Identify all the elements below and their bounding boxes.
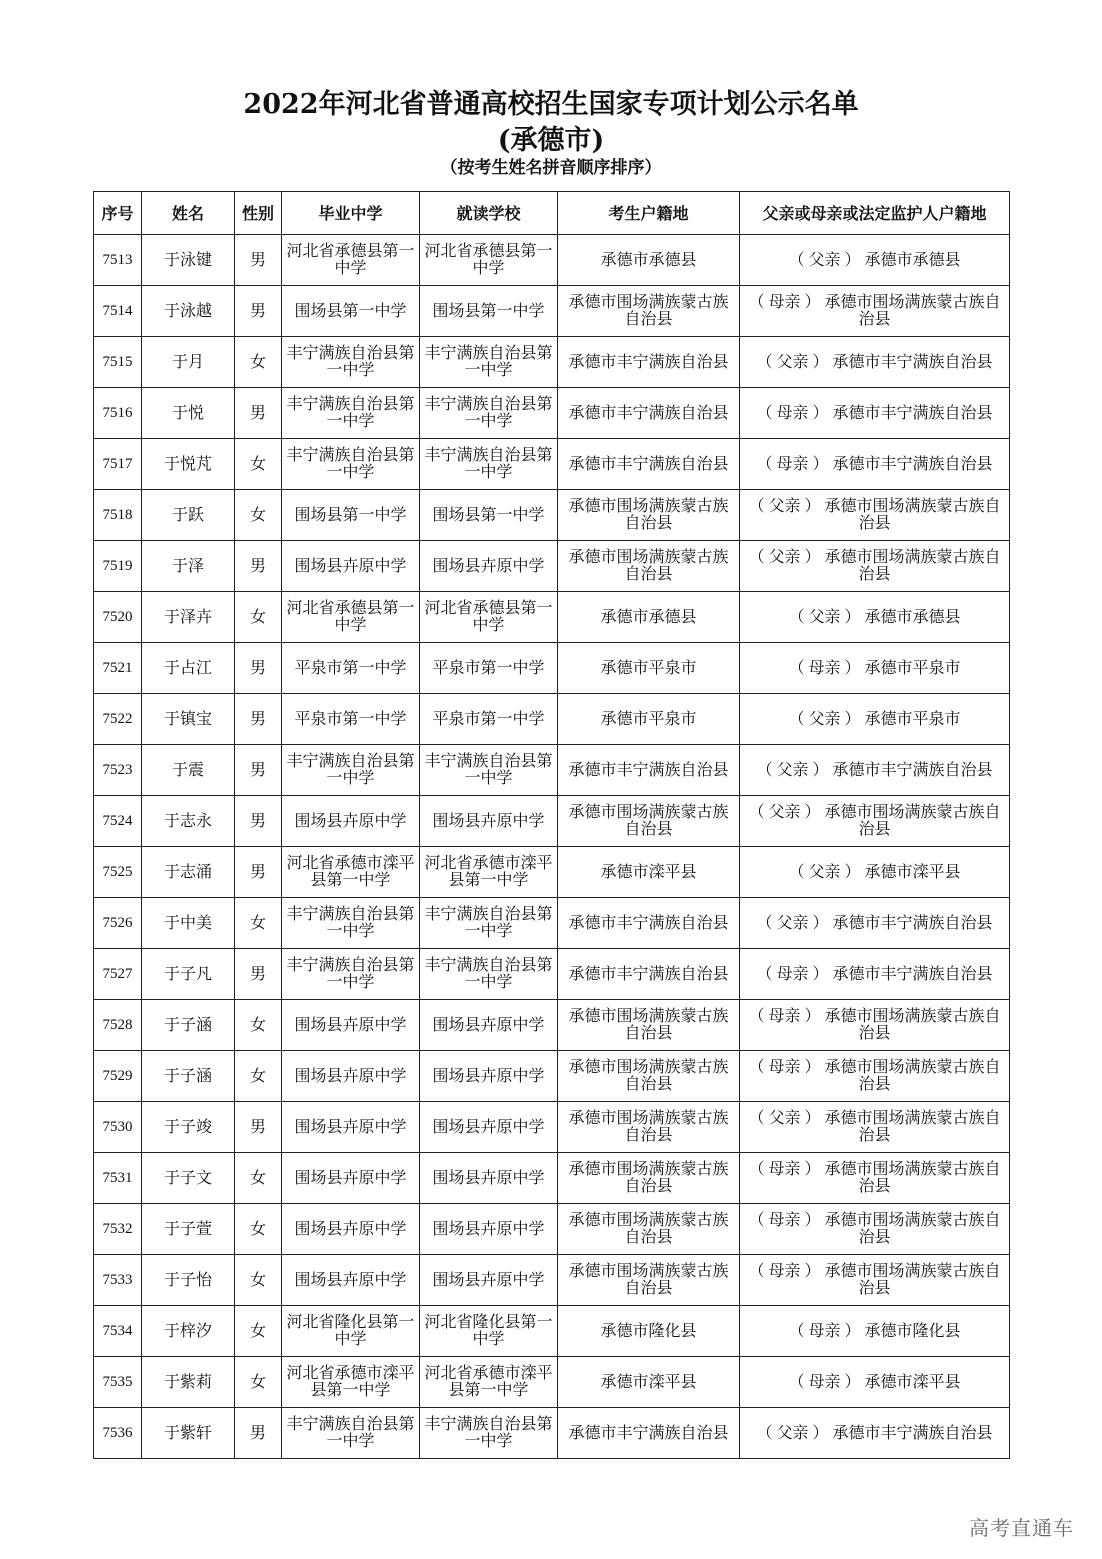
- cell-graduation-school: 平泉市第一中学: [282, 694, 420, 745]
- cell-gender: 女: [235, 439, 282, 490]
- cell-student-hukou: 承德市围场满族蒙古族自治县: [558, 1102, 740, 1153]
- cell-gender: 女: [235, 1000, 282, 1051]
- cell-current-school: 丰宁满族自治县第一中学: [420, 898, 558, 949]
- cell-student-hukou: 承德市围场满族蒙古族自治县: [558, 1000, 740, 1051]
- cell-name: 于占江: [142, 643, 235, 694]
- table-row: [94, 1051, 1010, 1102]
- cell-gender: 女: [235, 337, 282, 388]
- table-row: [94, 847, 1010, 898]
- cell-current-school: 围场县第一中学: [420, 490, 558, 541]
- cell-current-school: 围场县卉原中学: [420, 1255, 558, 1306]
- cell-name: 于子涵: [142, 1000, 235, 1051]
- cell-graduation-school: 围场县卉原中学: [282, 1000, 420, 1051]
- cell-gender: 女: [235, 1051, 282, 1102]
- cell-student-hukou: 承德市围场满族蒙古族自治县: [558, 541, 740, 592]
- cell-gender: 男: [235, 541, 282, 592]
- cell-student-hukou: 承德市围场满族蒙古族自治县: [558, 1204, 740, 1255]
- cell-graduation-school: 河北省隆化县第一中学: [282, 1306, 420, 1357]
- cell-seq: 7534: [94, 1306, 142, 1357]
- cell-name: 于中美: [142, 898, 235, 949]
- cell-name: 于子怡: [142, 1255, 235, 1306]
- cell-gender: 男: [235, 694, 282, 745]
- table-row: [94, 235, 1010, 286]
- cell-current-school: 河北省承德市滦平县第一中学: [420, 847, 558, 898]
- cell-graduation-school: 丰宁满族自治县第一中学: [282, 898, 420, 949]
- table-row: [94, 949, 1010, 1000]
- cell-student-hukou: 承德市承德县: [558, 592, 740, 643]
- cell-graduation-school: 围场县卉原中学: [282, 1102, 420, 1153]
- cell-guardian-hukou: （ 父亲 ） 承德市围场满族蒙古族自治县: [740, 490, 1010, 541]
- cell-guardian-hukou: （ 父亲 ） 承德市承德县: [740, 592, 1010, 643]
- cell-seq: 7535: [94, 1357, 142, 1408]
- cell-guardian-hukou: （ 母亲 ） 承德市围场满族蒙古族自治县: [740, 1000, 1010, 1051]
- cell-gender: 男: [235, 286, 282, 337]
- cell-graduation-school: 丰宁满族自治县第一中学: [282, 949, 420, 1000]
- cell-gender: 女: [235, 898, 282, 949]
- cell-name: 于子竣: [142, 1102, 235, 1153]
- cell-gender: 男: [235, 235, 282, 286]
- cell-guardian-hukou: （ 母亲 ） 承德市滦平县: [740, 1357, 1010, 1408]
- cell-seq: 7514: [94, 286, 142, 337]
- cell-name: 于子文: [142, 1153, 235, 1204]
- cell-graduation-school: 围场县卉原中学: [282, 1204, 420, 1255]
- cell-gender: 男: [235, 388, 282, 439]
- cell-name: 于紫轩: [142, 1408, 235, 1459]
- cell-current-school: 围场县卉原中学: [420, 1102, 558, 1153]
- cell-seq: 7518: [94, 490, 142, 541]
- cell-current-school: 丰宁满族自治县第一中学: [420, 1408, 558, 1459]
- cell-current-school: 围场县卉原中学: [420, 541, 558, 592]
- cell-guardian-hukou: （ 母亲 ） 承德市平泉市: [740, 643, 1010, 694]
- table-row: [94, 796, 1010, 847]
- document-title: 2022年河北省普通高校招生国家专项计划公示名单: [243, 89, 859, 120]
- cell-student-hukou: 承德市丰宁满族自治县: [558, 388, 740, 439]
- cell-guardian-hukou: （ 父亲 ） 承德市围场满族蒙古族自治县: [740, 796, 1010, 847]
- table-row: [94, 1408, 1010, 1459]
- header-student-hukou: 考生户籍地: [558, 192, 740, 235]
- cell-seq: 7522: [94, 694, 142, 745]
- cell-seq: 7519: [94, 541, 142, 592]
- cell-guardian-hukou: （ 父亲 ） 承德市丰宁满族自治县: [740, 745, 1010, 796]
- cell-current-school: 围场县卉原中学: [420, 1153, 558, 1204]
- cell-current-school: 围场县卉原中学: [420, 1000, 558, 1051]
- cell-current-school: 河北省承德县第一中学: [420, 592, 558, 643]
- cell-current-school: 围场县卉原中学: [420, 1204, 558, 1255]
- table-row: [94, 1306, 1010, 1357]
- cell-seq: 7521: [94, 643, 142, 694]
- cell-current-school: 河北省承德市滦平县第一中学: [420, 1357, 558, 1408]
- table-row: [94, 1255, 1010, 1306]
- cell-seq: 7530: [94, 1102, 142, 1153]
- cell-seq: 7516: [94, 388, 142, 439]
- table-row: [94, 694, 1010, 745]
- cell-guardian-hukou: （ 父亲 ） 承德市丰宁满族自治县: [740, 1408, 1010, 1459]
- cell-name: 于跃: [142, 490, 235, 541]
- cell-gender: 男: [235, 796, 282, 847]
- cell-guardian-hukou: （ 母亲 ） 承德市围场满族蒙古族自治县: [740, 1255, 1010, 1306]
- watermark: 高考直通车: [969, 1516, 1074, 1540]
- roster-table: [93, 191, 1010, 1459]
- cell-seq: 7531: [94, 1153, 142, 1204]
- cell-current-school: 丰宁满族自治县第一中学: [420, 439, 558, 490]
- cell-name: 于子凡: [142, 949, 235, 1000]
- table-row: [94, 745, 1010, 796]
- cell-current-school: 围场县卉原中学: [420, 796, 558, 847]
- cell-gender: 女: [235, 1357, 282, 1408]
- cell-name: 于泳键: [142, 235, 235, 286]
- header-name: 姓名: [142, 192, 235, 235]
- cell-name: 于志涌: [142, 847, 235, 898]
- header-gender: 性别: [235, 192, 282, 235]
- header-guardian-hukou: 父亲或母亲或法定监护人户籍地: [740, 192, 1010, 235]
- cell-graduation-school: 河北省承德县第一中学: [282, 592, 420, 643]
- cell-name: 于泳越: [142, 286, 235, 337]
- cell-current-school: 围场县卉原中学: [420, 1051, 558, 1102]
- cell-seq: 7525: [94, 847, 142, 898]
- cell-graduation-school: 围场县第一中学: [282, 490, 420, 541]
- cell-current-school: 河北省隆化县第一中学: [420, 1306, 558, 1357]
- cell-gender: 女: [235, 1255, 282, 1306]
- cell-gender: 女: [235, 1204, 282, 1255]
- cell-seq: 7524: [94, 796, 142, 847]
- cell-graduation-school: 河北省承德市滦平县第一中学: [282, 847, 420, 898]
- cell-student-hukou: 承德市围场满族蒙古族自治县: [558, 1153, 740, 1204]
- cell-guardian-hukou: （ 母亲 ） 承德市丰宁满族自治县: [740, 439, 1010, 490]
- cell-student-hukou: 承德市滦平县: [558, 1357, 740, 1408]
- cell-guardian-hukou: （ 母亲 ） 承德市围场满族蒙古族自治县: [740, 286, 1010, 337]
- cell-current-school: 丰宁满族自治县第一中学: [420, 949, 558, 1000]
- cell-student-hukou: 承德市承德县: [558, 235, 740, 286]
- table-row: [94, 898, 1010, 949]
- cell-gender: 男: [235, 643, 282, 694]
- cell-student-hukou: 承德市丰宁满族自治县: [558, 337, 740, 388]
- cell-current-school: 丰宁满族自治县第一中学: [420, 388, 558, 439]
- cell-graduation-school: 河北省承德市滦平县第一中学: [282, 1357, 420, 1408]
- cell-student-hukou: 承德市丰宁满族自治县: [558, 439, 740, 490]
- cell-seq: 7526: [94, 898, 142, 949]
- cell-current-school: 平泉市第一中学: [420, 643, 558, 694]
- header-graduation-school: 毕业中学: [282, 192, 420, 235]
- cell-seq: 7513: [94, 235, 142, 286]
- cell-name: 于子萱: [142, 1204, 235, 1255]
- cell-graduation-school: 丰宁满族自治县第一中学: [282, 439, 420, 490]
- table-row: [94, 592, 1010, 643]
- cell-student-hukou: 承德市丰宁满族自治县: [558, 898, 740, 949]
- cell-gender: 女: [235, 1306, 282, 1357]
- cell-name: 于悦: [142, 388, 235, 439]
- document-subtitle: (承德市): [497, 125, 605, 156]
- table-row: [94, 643, 1010, 694]
- cell-current-school: 河北省承德县第一中学: [420, 235, 558, 286]
- cell-guardian-hukou: （ 母亲 ） 承德市丰宁满族自治县: [740, 388, 1010, 439]
- cell-graduation-school: 丰宁满族自治县第一中学: [282, 388, 420, 439]
- table-row: [94, 388, 1010, 439]
- cell-current-school: 平泉市第一中学: [420, 694, 558, 745]
- cell-guardian-hukou: （ 母亲 ） 承德市围场满族蒙古族自治县: [740, 1051, 1010, 1102]
- cell-seq: 7533: [94, 1255, 142, 1306]
- cell-seq: 7529: [94, 1051, 142, 1102]
- cell-student-hukou: 承德市平泉市: [558, 643, 740, 694]
- cell-guardian-hukou: （ 父亲 ） 承德市围场满族蒙古族自治县: [740, 1102, 1010, 1153]
- header-seq: 序号: [94, 192, 142, 235]
- cell-graduation-school: 河北省承德县第一中学: [282, 235, 420, 286]
- table-row: [94, 337, 1010, 388]
- cell-seq: 7515: [94, 337, 142, 388]
- cell-guardian-hukou: （ 父亲 ） 承德市承德县: [740, 235, 1010, 286]
- cell-current-school: 丰宁满族自治县第一中学: [420, 745, 558, 796]
- cell-student-hukou: 承德市围场满族蒙古族自治县: [558, 796, 740, 847]
- cell-student-hukou: 承德市丰宁满族自治县: [558, 1408, 740, 1459]
- table-row: [94, 1153, 1010, 1204]
- cell-guardian-hukou: （ 母亲 ） 承德市围场满族蒙古族自治县: [740, 1153, 1010, 1204]
- cell-name: 于子涵: [142, 1051, 235, 1102]
- cell-seq: 7528: [94, 1000, 142, 1051]
- table-row: [94, 286, 1010, 337]
- cell-guardian-hukou: （ 父亲 ） 承德市平泉市: [740, 694, 1010, 745]
- cell-graduation-school: 围场县第一中学: [282, 286, 420, 337]
- cell-seq: 7532: [94, 1204, 142, 1255]
- cell-guardian-hukou: （ 父亲 ） 承德市丰宁满族自治县: [740, 898, 1010, 949]
- cell-name: 于月: [142, 337, 235, 388]
- cell-guardian-hukou: （ 父亲 ） 承德市滦平县: [740, 847, 1010, 898]
- table-row: [94, 1357, 1010, 1408]
- cell-guardian-hukou: （ 父亲 ） 承德市围场满族蒙古族自治县: [740, 541, 1010, 592]
- cell-graduation-school: 丰宁满族自治县第一中学: [282, 337, 420, 388]
- cell-gender: 男: [235, 949, 282, 1000]
- cell-current-school: 丰宁满族自治县第一中学: [420, 337, 558, 388]
- table-row: [94, 1204, 1010, 1255]
- table-row: [94, 1000, 1010, 1051]
- cell-student-hukou: 承德市围场满族蒙古族自治县: [558, 490, 740, 541]
- cell-student-hukou: 承德市隆化县: [558, 1306, 740, 1357]
- cell-graduation-school: 围场县卉原中学: [282, 1255, 420, 1306]
- cell-student-hukou: 承德市围场满族蒙古族自治县: [558, 1051, 740, 1102]
- cell-seq: 7517: [94, 439, 142, 490]
- cell-gender: 女: [235, 490, 282, 541]
- cell-seq: 7520: [94, 592, 142, 643]
- cell-guardian-hukou: （ 母亲 ） 承德市围场满族蒙古族自治县: [740, 1204, 1010, 1255]
- cell-gender: 男: [235, 745, 282, 796]
- cell-gender: 男: [235, 1408, 282, 1459]
- cell-student-hukou: 承德市围场满族蒙古族自治县: [558, 286, 740, 337]
- cell-name: 于悦芃: [142, 439, 235, 490]
- cell-graduation-school: 围场县卉原中学: [282, 796, 420, 847]
- sort-note: （按考生姓名拼音顺序排序）: [440, 158, 662, 178]
- cell-seq: 7527: [94, 949, 142, 1000]
- cell-name: 于志永: [142, 796, 235, 847]
- cell-graduation-school: 平泉市第一中学: [282, 643, 420, 694]
- cell-graduation-school: 丰宁满族自治县第一中学: [282, 745, 420, 796]
- cell-graduation-school: 围场县卉原中学: [282, 1153, 420, 1204]
- table-header-row: [94, 192, 1010, 235]
- cell-name: 于震: [142, 745, 235, 796]
- cell-gender: 女: [235, 1153, 282, 1204]
- cell-seq: 7523: [94, 745, 142, 796]
- cell-seq: 7536: [94, 1408, 142, 1459]
- cell-student-hukou: 承德市平泉市: [558, 694, 740, 745]
- cell-gender: 男: [235, 847, 282, 898]
- table-body: [94, 235, 1010, 1459]
- table-row: [94, 490, 1010, 541]
- cell-name: 于镇宝: [142, 694, 235, 745]
- cell-name: 于梓汐: [142, 1306, 235, 1357]
- cell-name: 于泽: [142, 541, 235, 592]
- cell-guardian-hukou: （ 母亲 ） 承德市丰宁满族自治县: [740, 949, 1010, 1000]
- table-row: [94, 1102, 1010, 1153]
- cell-graduation-school: 围场县卉原中学: [282, 1051, 420, 1102]
- cell-name: 于泽卉: [142, 592, 235, 643]
- header-current-school: 就读学校: [420, 192, 558, 235]
- cell-student-hukou: 承德市丰宁满族自治县: [558, 949, 740, 1000]
- cell-graduation-school: 围场县卉原中学: [282, 541, 420, 592]
- cell-name: 于紫莉: [142, 1357, 235, 1408]
- cell-gender: 女: [235, 592, 282, 643]
- table-row: [94, 439, 1010, 490]
- table-row: [94, 541, 1010, 592]
- cell-guardian-hukou: （ 父亲 ） 承德市丰宁满族自治县: [740, 337, 1010, 388]
- cell-gender: 男: [235, 1102, 282, 1153]
- cell-guardian-hukou: （ 母亲 ） 承德市隆化县: [740, 1306, 1010, 1357]
- cell-student-hukou: 承德市丰宁满族自治县: [558, 745, 740, 796]
- cell-student-hukou: 承德市围场满族蒙古族自治县: [558, 1255, 740, 1306]
- cell-graduation-school: 丰宁满族自治县第一中学: [282, 1408, 420, 1459]
- cell-student-hukou: 承德市滦平县: [558, 847, 740, 898]
- cell-current-school: 围场县第一中学: [420, 286, 558, 337]
